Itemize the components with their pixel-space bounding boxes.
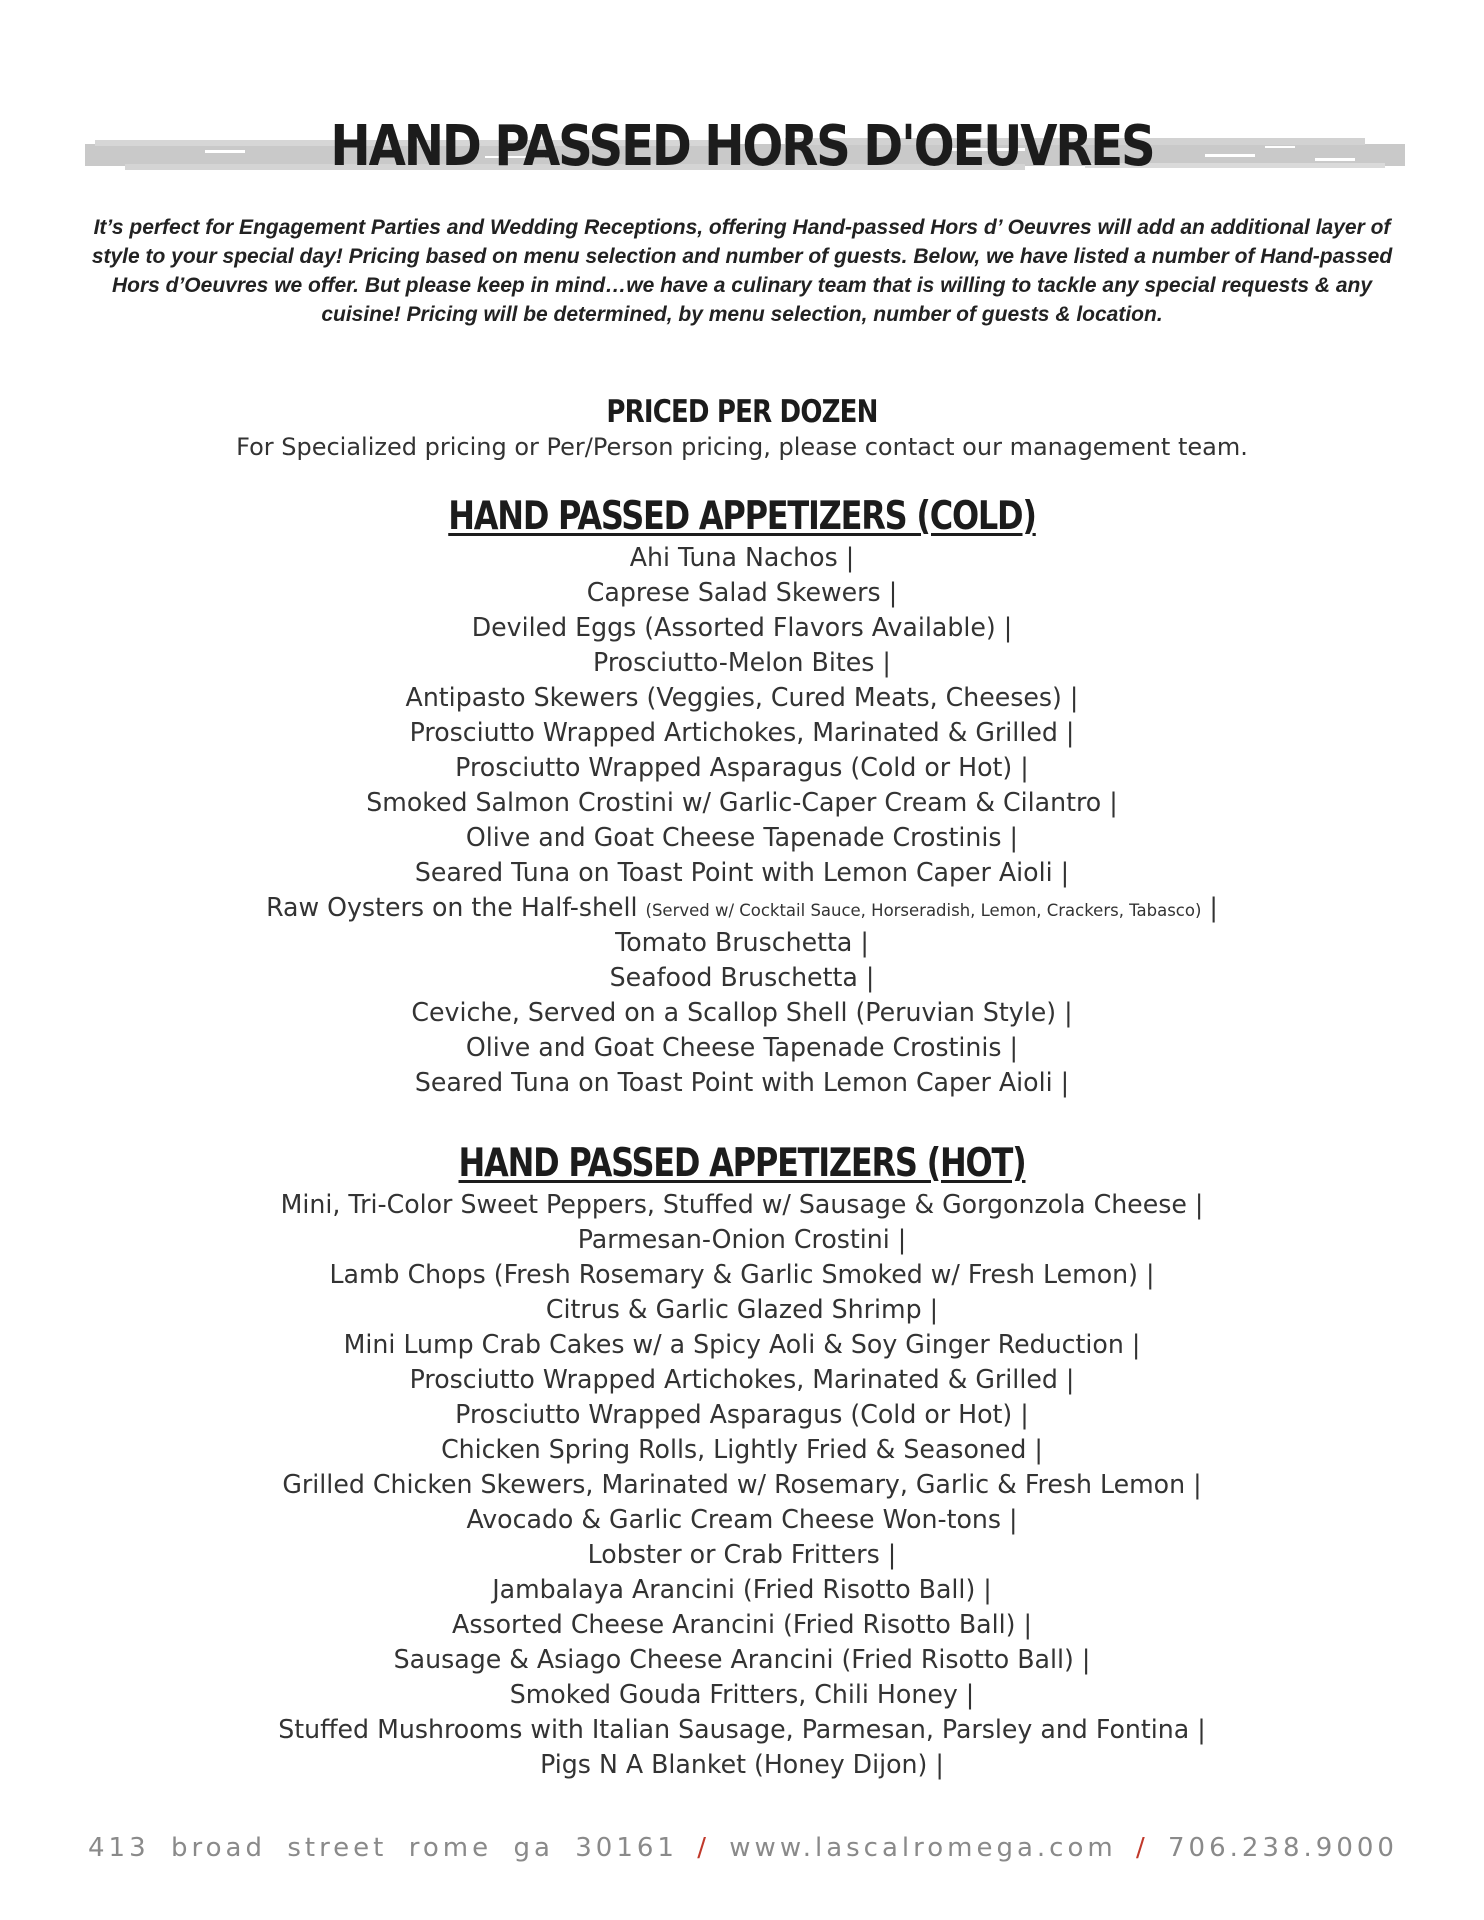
menu-item: Olive and Goat Cheese Tapenade Crostinis | [465, 823, 1019, 853]
menu-item: Ceviche, Served on a Scallop Shell (Peruvian Style) | [411, 998, 1073, 1028]
menu-item: Prosciutto-Melon Bites | [593, 648, 891, 678]
menu-item: Grilled Chicken Skewers, Marinated w/ Rosemary, Garlic & Fresh Lemon | [282, 1470, 1202, 1500]
menu-item: Deviled Eggs (Assorted Flavors Available) | [471, 613, 1013, 643]
oysters-note: (Served w/ Cocktail Sauce, Horseradish, Lemon, Crackers, Tabasco) [645, 901, 1202, 921]
menu-item: Stuffed Mushrooms with Italian Sausage, Parmesan, Parsley and Fontina | [278, 1715, 1206, 1745]
footer-address-part: rome [408, 1833, 493, 1863]
menu-item: Avocado & Garlic Cream Cheese Won-tons | [466, 1505, 1018, 1535]
menu-item: Seafood Bruschetta | [609, 963, 875, 993]
menu-item: Parmesan-Onion Crostini | [577, 1225, 907, 1255]
menu-item: Sausage & Asiago Cheese Arancini (Fried Risotto Ball) | [393, 1645, 1091, 1675]
menu-item: Mini, Tri-Color Sweet Peppers, Stuffed w/ Sausage & Gorgonzola Cheese | [280, 1190, 1204, 1220]
menu-item: Smoked Gouda Fritters, Chili Honey | [509, 1680, 975, 1710]
menu-item: Prosciutto Wrapped Artichokes, Marinated & Grilled | [409, 718, 1075, 748]
menu-item: Caprese Salad Skewers | [586, 578, 898, 608]
cold-section-heading: HAND PASSED APPETIZERS (COLD) [448, 494, 1036, 539]
footer [88, 1828, 1398, 1868]
footer-address-part: 30161 [575, 1833, 678, 1863]
menu-item-oysters [22, 891, 1461, 926]
hot-menu-list [0, 1188, 1484, 1783]
menu-item: Olive and Goat Cheese Tapenade Crostinis | [465, 1033, 1019, 1063]
footer-address-part: ga [513, 1833, 554, 1863]
footer-website[interactable]: www.lascalromega.com [729, 1833, 1117, 1863]
footer-phone[interactable]: 706.238.9000 [1168, 1833, 1398, 1863]
menu-item: Tomato Bruschetta | [615, 928, 869, 958]
menu-item: Prosciutto Wrapped Asparagus (Cold or Hot) | [455, 1400, 1029, 1430]
menu-item: Smoked Salmon Crostini w/ Garlic-Caper Cream & Cilantro | [366, 788, 1118, 818]
menu-item: Seared Tuna on Toast Point with Lemon Caper Aioli | [414, 858, 1070, 888]
oysters-name: Raw Oysters on the Half-shell [266, 893, 638, 923]
footer-address [88, 1833, 678, 1863]
footer-address-part: 413 [88, 1833, 150, 1863]
hot-section-heading: HAND PASSED APPETIZERS (HOT) [458, 1141, 1026, 1186]
menu-item: Chicken Spring Rolls, Lightly Fried & Seasoned | [441, 1435, 1043, 1465]
menu-item: Lobster or Crab Fritters | [587, 1540, 897, 1570]
menu-item: Ahi Tuna Nachos | [629, 543, 855, 573]
footer-separator: / [1135, 1833, 1149, 1863]
page-title: HAND PASSED HORS D'OEUVRES [330, 113, 1154, 179]
footer-separator: / [697, 1833, 711, 1863]
menu-item: Antipasto Skewers (Veggies, Cured Meats, Cheeses) | [405, 683, 1079, 713]
intro-paragraph: It’s perfect for Engagement Parties and Wedding Receptions, offering Hand-passed Hors d’ Oeuvres will add an additional layer of style to your special day! Pricing based on menu selection and number of guests. Below, we have listed a number of Hand-passed Hors d’Oeuvres we offer. But please keep in mind…we have a culinary team that is willing to tackle any special requests & any cuisine! Pricing will be determined, by menu selection, number of guests & location. [91, 216, 1393, 326]
oysters-suffix: | [1201, 893, 1218, 923]
menu-item: Lamb Chops (Fresh Rosemary & Garlic Smoked w/ Fresh Lemon) | [329, 1260, 1155, 1290]
menu-item: Citrus & Garlic Glazed Shrimp | [545, 1295, 939, 1325]
menu-item: Assorted Cheese Arancini (Fried Risotto Ball) | [452, 1610, 1032, 1640]
footer-address-part: street [287, 1833, 388, 1863]
menu-item: Prosciutto Wrapped Asparagus (Cold or Hot) | [455, 753, 1029, 783]
pricing-heading: PRICED PER DOZEN [606, 394, 878, 430]
menu-item: Jambalaya Arancini (Fried Risotto Ball) | [492, 1575, 992, 1605]
cold-menu-list [0, 541, 1484, 1101]
menu-item: Mini Lump Crab Cakes w/ a Spicy Aoli & Soy Ginger Reduction | [343, 1330, 1141, 1360]
footer-address-part: broad [171, 1833, 266, 1863]
menu-item: Seared Tuna on Toast Point with Lemon Caper Aioli | [414, 1068, 1070, 1098]
menu-item: Prosciutto Wrapped Artichokes, Marinated & Grilled | [409, 1365, 1075, 1395]
menu-item: Pigs N A Blanket (Honey Dijon) | [540, 1750, 944, 1780]
pricing-note: For Specialized pricing or Per/Person pricing, please contact our management team. [236, 433, 1248, 461]
